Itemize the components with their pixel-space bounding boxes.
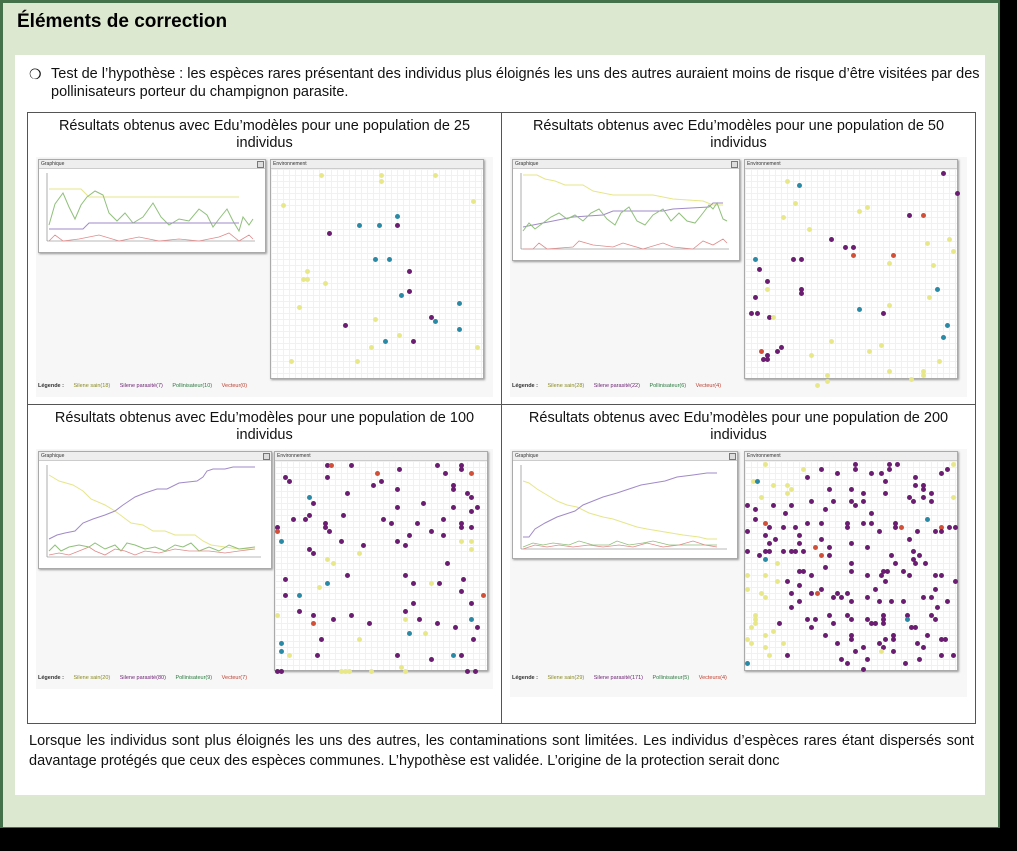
environment-grid bbox=[745, 169, 957, 378]
content-page bbox=[15, 55, 985, 795]
legend: Légende : Silene sain(20) Silene parasité(80) Pollinisateur(9) Vecteur(7) bbox=[38, 675, 248, 681]
environment-grid bbox=[275, 461, 487, 670]
simulation-screenshot bbox=[36, 449, 493, 689]
graph-window bbox=[512, 159, 740, 261]
graph-window bbox=[38, 451, 272, 569]
close-icon[interactable] bbox=[729, 453, 736, 460]
close-icon[interactable] bbox=[263, 453, 270, 460]
graph-window-title: Graphique bbox=[41, 453, 65, 459]
legend-vector: Vecteur(7) bbox=[221, 675, 248, 681]
legend-vector: Vecteurs(4) bbox=[698, 675, 727, 681]
result-panel-100 bbox=[28, 405, 502, 723]
intro-paragraph bbox=[29, 65, 984, 101]
result-panel-50 bbox=[502, 113, 975, 405]
circle-bullet-icon: ❍ bbox=[29, 66, 42, 82]
simulation-screenshot bbox=[36, 157, 493, 397]
conclusion-paragraph: Lorsque les individus sont plus éloignés les uns des autres, les contaminations sont limitées. Les individus d’espèces rares étant dispersés sont davantage protégés que ceux des espèces communes. L’hypothèse est validée. L’origine de la protection serait donc bbox=[29, 733, 974, 769]
environment-window-title: Environnement bbox=[271, 160, 483, 169]
graph-window bbox=[512, 451, 738, 559]
environment-window-title: Environnement bbox=[745, 160, 957, 169]
legend-parasitized: Silene parasité(22) bbox=[593, 383, 640, 389]
environment-window-title: Environnement bbox=[745, 452, 957, 461]
legend-pollinator: Pollinisateur(10) bbox=[172, 383, 213, 389]
close-icon[interactable] bbox=[257, 161, 264, 168]
legend: Légende : Silene sain(29) Silene parasité(171) Pollinisateur(5) Vecteurs(4) bbox=[512, 675, 727, 681]
results-table bbox=[27, 112, 976, 724]
panel-title: Résultats obtenus avec Edu’modèles pour une population de 50 individus bbox=[532, 118, 945, 151]
legend-pollinator: Pollinisateur(9) bbox=[175, 675, 213, 681]
environment-window bbox=[274, 451, 488, 671]
simulation-screenshot bbox=[510, 157, 967, 397]
result-panel-25 bbox=[28, 113, 502, 405]
environment-grid bbox=[745, 461, 957, 670]
graph-window-title: Graphique bbox=[515, 453, 539, 459]
intro-text: Test de l’hypothèse : les espèces rares présentant des individus plus éloignés les uns des autres auraient moins de risque d’être visitées par des pollinisateurs porteur du champignon parasite. bbox=[51, 66, 980, 100]
graph-window-title: Graphique bbox=[41, 161, 65, 167]
legend-healthy: Silene sain(28) bbox=[547, 383, 585, 389]
legend-pollinator: Pollinisateur(5) bbox=[652, 675, 690, 681]
legend: Légende : Silene sain(18) Silene parasité(7) Pollinisateur(10) Vecteur(0) bbox=[38, 383, 248, 389]
legend-healthy: Silene sain(29) bbox=[547, 675, 585, 681]
population-line-chart bbox=[39, 169, 265, 251]
legend-healthy: Silene sain(18) bbox=[73, 383, 111, 389]
graph-window bbox=[38, 159, 266, 253]
environment-window bbox=[744, 159, 958, 379]
result-panel-200 bbox=[502, 405, 975, 723]
environment-window-title: Environnement bbox=[275, 452, 487, 461]
population-line-chart bbox=[513, 169, 739, 259]
legend-vector: Vecteur(4) bbox=[695, 383, 722, 389]
environment-window bbox=[270, 159, 484, 379]
panel-title: Résultats obtenus avec Edu’modèles pour une population de 200 individus bbox=[528, 410, 949, 443]
legend-parasitized: Silene parasité(80) bbox=[119, 675, 166, 681]
page-title: Éléments de correction bbox=[17, 11, 228, 32]
legend-healthy: Silene sain(20) bbox=[73, 675, 111, 681]
simulation-screenshot bbox=[510, 449, 967, 697]
close-icon[interactable] bbox=[731, 161, 738, 168]
legend-vector: Vecteur(0) bbox=[221, 383, 248, 389]
graph-window-title: Graphique bbox=[515, 161, 539, 167]
panel-title: Résultats obtenus avec Edu’modèles pour une population de 100 individus bbox=[54, 410, 475, 443]
legend-parasitized: Silene parasité(171) bbox=[593, 675, 643, 681]
legend: Légende : Silene sain(28) Silene parasité(22) Pollinisateur(6) Vecteur(4) bbox=[512, 383, 722, 389]
population-line-chart bbox=[39, 461, 271, 567]
legend-pollinator: Pollinisateur(6) bbox=[649, 383, 687, 389]
population-line-chart bbox=[513, 461, 737, 557]
environment-grid bbox=[271, 169, 483, 378]
panel-title: Résultats obtenus avec Edu’modèles pour une population de 25 individus bbox=[58, 118, 471, 151]
legend-parasitized: Silene parasité(7) bbox=[119, 383, 163, 389]
environment-window bbox=[744, 451, 958, 671]
